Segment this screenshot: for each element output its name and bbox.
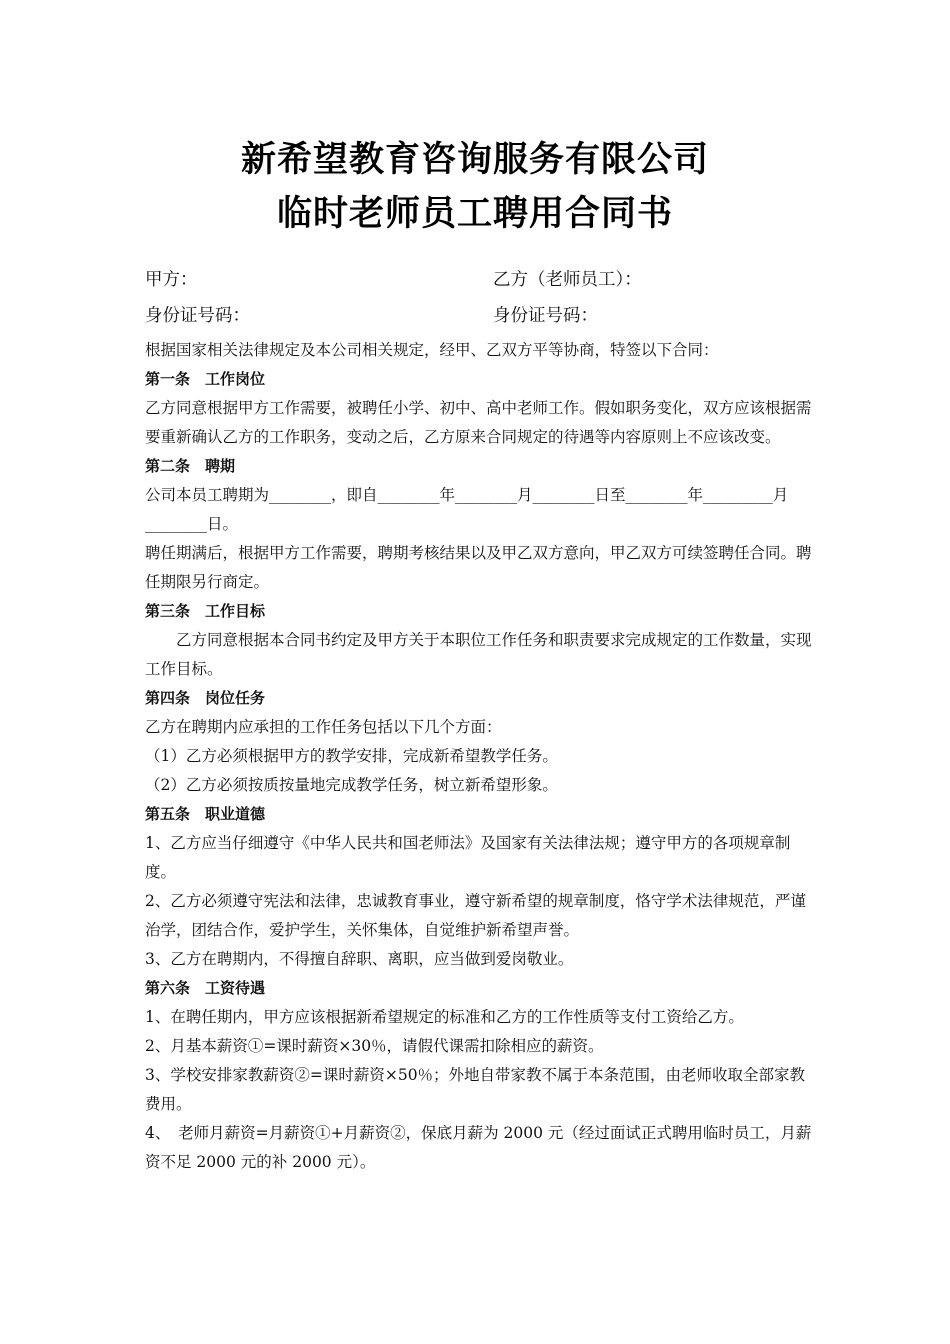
article-4-item-2: （2）乙方必须按质按量地完成教学任务，树立新希望形象。 bbox=[145, 776, 558, 794]
article-5-item-2: 2、乙方必须遵守宪法和法律，忠诚教育事业，遵守新希望的规章制度，恪守学术法律规范，严谨治学，团结合作，爱护学生，关怀集体，自觉维护新希望声誉。 bbox=[145, 892, 806, 939]
article-1-heading: 第一条 工作岗位 bbox=[145, 370, 266, 388]
intro-paragraph: 根据国家相关法律规定及本公司相关规定，经甲、乙双方平等协商，特签以下合同： bbox=[145, 341, 719, 359]
article-6-heading: 第六条 工资待遇 bbox=[145, 979, 266, 997]
party-a-id-label: 身份证号码： bbox=[145, 306, 250, 326]
article-5-heading: 第五条 职业道德 bbox=[145, 805, 266, 823]
article-4-paragraph: 乙方在聘期内应承担的工作任务包括以下几个方面： bbox=[145, 718, 502, 736]
article-4-item-1: （1）乙方必须根据甲方的教学安排，完成新希望教学任务。 bbox=[145, 747, 558, 765]
document-title-company: 新希望教育咨询服务有限公司 bbox=[240, 140, 709, 180]
article-6-item-4: 4、 老师月薪资=月薪资①+月薪资②，保底月薪为 2000 元（经过面试正式聘用临时员工，月薪资不足 2000 元的补 2000 元）。 bbox=[145, 1124, 812, 1171]
article-2-heading: 第二条 聘期 bbox=[145, 457, 236, 475]
article-2-term-paragraph: 公司本员工聘期为________，即自________年________月________日至________年_________月________日。 bbox=[145, 486, 789, 533]
article-3-heading: 第三条 工作目标 bbox=[145, 602, 266, 620]
article-6-item-1: 1、在聘任期内，甲方应该根据新希望规定的标准和乙方的工作性质等支付工资给乙方。 bbox=[145, 1008, 744, 1026]
article-3-paragraph: 乙方同意根据本合同书约定及甲方关于本职位工作任务和职责要求完成规定的工作数量，实现工作目标。 bbox=[145, 631, 812, 678]
article-5-item-3: 3、乙方在聘期内，不得擅自辞职、离职，应当做到爱岗敬业。 bbox=[145, 950, 574, 968]
contract-body bbox=[145, 336, 815, 1177]
article-6-item-3: 3、学校安排家教薪资②=课时薪资×50％；外地自带家教不属于本条范围，由老师收取全部家教费用。 bbox=[145, 1066, 806, 1113]
article-1-paragraph: 乙方同意根据甲方工作需要，被聘任小学、初中、高中老师工作。假如职务变化，双方应该根据需要重新确认乙方的工作职务，变动之后，乙方原来合同规定的待遇等内容原则上不应该改变。 bbox=[145, 399, 812, 446]
article-5-item-1: 1、乙方应当仔细遵守《中华人民共和国老师法》及国家有关法律法规；遵守甲方的各项规章制度。 bbox=[145, 834, 791, 881]
article-4-heading: 第四条 岗位任务 bbox=[145, 689, 266, 707]
document-title-contract: 临时老师员工聘用合同书 bbox=[276, 194, 673, 234]
party-b-id-label: 身份证号码： bbox=[493, 306, 598, 326]
article-2-renewal-paragraph: 聘任期满后，根据甲方工作需要，聘期考核结果以及甲乙双方意向，甲乙双方可续签聘任合同。聘任期限另行商定。 bbox=[145, 544, 812, 591]
party-b-label: 乙方（老师员工）： bbox=[493, 270, 642, 290]
article-6-item-2: 2、月基本薪资①=课时薪资×30％，请假代课需扣除相应的薪资。 bbox=[145, 1037, 604, 1055]
party-a-label: 甲方： bbox=[145, 270, 198, 290]
